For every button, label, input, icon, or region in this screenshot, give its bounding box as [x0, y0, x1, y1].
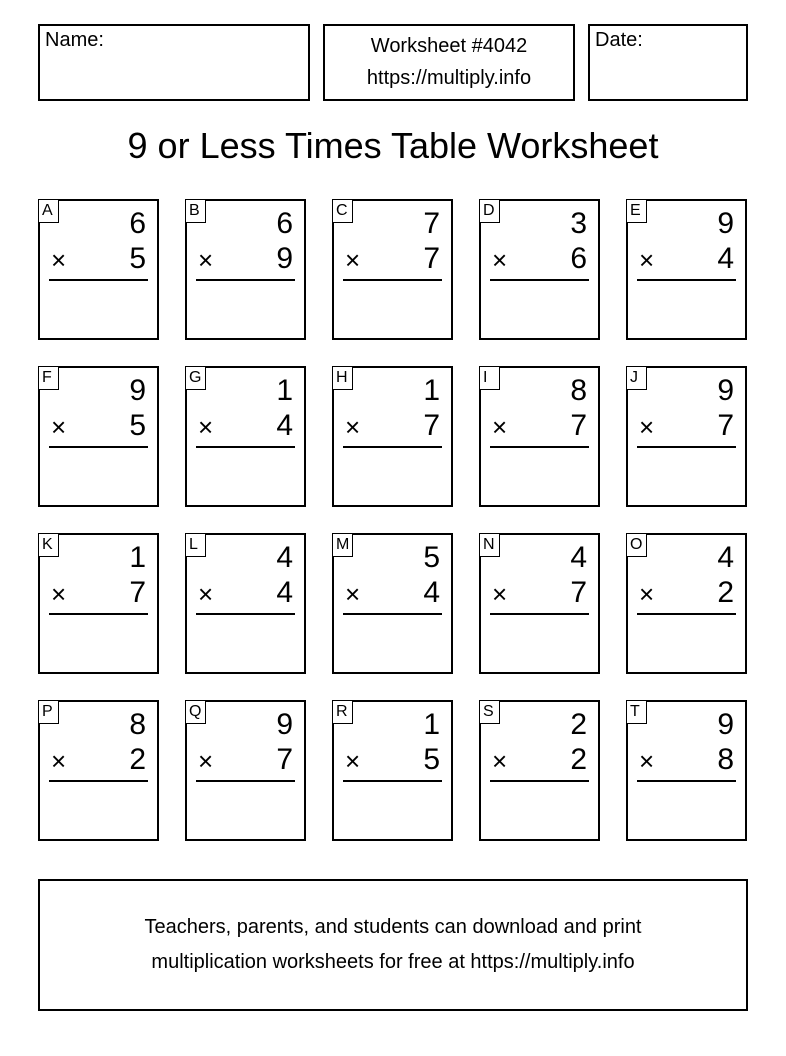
multiplier: 7 — [129, 576, 146, 609]
times-sign: × — [639, 245, 655, 275]
multiplier: 7 — [423, 242, 440, 275]
problem-card[interactable] — [332, 199, 453, 340]
multiplicand: 9 — [129, 374, 146, 407]
answer-line — [343, 613, 442, 615]
multiplier: 4 — [717, 242, 734, 275]
problem-card[interactable] — [479, 199, 600, 340]
times-sign: × — [198, 245, 214, 275]
problem-letter: I — [479, 366, 500, 390]
multiplier: 8 — [717, 743, 734, 776]
multiplicand: 9 — [276, 708, 293, 741]
answer-line — [637, 780, 736, 782]
problem-letter: E — [626, 199, 647, 223]
times-sign: × — [198, 579, 214, 609]
answer-line — [343, 446, 442, 448]
multiplier: 4 — [423, 576, 440, 609]
multiplier: 4 — [276, 576, 293, 609]
multiplicand: 2 — [570, 708, 587, 741]
multiplicand: 8 — [129, 708, 146, 741]
problem-card[interactable] — [332, 533, 453, 674]
multiplicand: 6 — [129, 207, 146, 240]
problem-card[interactable] — [626, 700, 747, 841]
problem-letter: G — [185, 366, 206, 390]
problem-card[interactable] — [626, 366, 747, 507]
problem-card[interactable] — [626, 199, 747, 340]
answer-line — [490, 446, 589, 448]
multiplier: 5 — [129, 242, 146, 275]
times-sign: × — [345, 412, 361, 442]
times-sign: × — [51, 579, 67, 609]
problem-letter: Q — [185, 700, 206, 724]
answer-line — [196, 446, 295, 448]
problem-letter: N — [479, 533, 500, 557]
multiplicand: 4 — [717, 541, 734, 574]
multiplier: 5 — [423, 743, 440, 776]
multiplicand: 1 — [129, 541, 146, 574]
times-sign: × — [345, 579, 361, 609]
problem-letter: A — [38, 199, 59, 223]
problem-letter: J — [626, 366, 647, 390]
multiplicand: 9 — [717, 374, 734, 407]
problem-card[interactable] — [479, 533, 600, 674]
times-sign: × — [639, 412, 655, 442]
multiplicand: 7 — [423, 207, 440, 240]
times-sign: × — [51, 245, 67, 275]
problem-letter: D — [479, 199, 500, 223]
name-label: Name: — [45, 29, 104, 51]
problem-card[interactable] — [479, 700, 600, 841]
worksheet-number: Worksheet #4042 — [370, 35, 528, 57]
problem-card[interactable] — [38, 366, 159, 507]
problem-card[interactable] — [185, 366, 306, 507]
multiplier: 7 — [276, 743, 293, 776]
problem-letter: R — [332, 700, 353, 724]
answer-line — [637, 279, 736, 281]
answer-line — [637, 613, 736, 615]
multiplier: 5 — [129, 409, 146, 442]
problem-card[interactable] — [38, 533, 159, 674]
problem-card[interactable] — [38, 199, 159, 340]
multiplicand: 8 — [570, 374, 587, 407]
answer-line — [196, 279, 295, 281]
multiplier: 4 — [276, 409, 293, 442]
problem-letter: B — [185, 199, 206, 223]
problem-card[interactable] — [185, 700, 306, 841]
answer-line — [49, 279, 148, 281]
multiplicand: 9 — [717, 207, 734, 240]
multiplier: 7 — [717, 409, 734, 442]
multiplicand: 4 — [570, 541, 587, 574]
times-sign: × — [492, 746, 508, 776]
problem-letter: K — [38, 533, 59, 557]
times-sign: × — [492, 412, 508, 442]
problem-letter: M — [332, 533, 353, 557]
multiplicand: 1 — [423, 708, 440, 741]
answer-line — [490, 613, 589, 615]
times-sign: × — [639, 746, 655, 776]
problem-card[interactable] — [479, 366, 600, 507]
answer-line — [49, 780, 148, 782]
multiplicand: 9 — [717, 708, 734, 741]
problem-card[interactable] — [185, 533, 306, 674]
answer-line — [196, 780, 295, 782]
answer-line — [343, 780, 442, 782]
times-sign: × — [51, 746, 67, 776]
problem-letter: H — [332, 366, 353, 390]
times-sign: × — [345, 245, 361, 275]
problem-letter: L — [185, 533, 206, 557]
problem-card[interactable] — [38, 700, 159, 841]
multiplicand: 1 — [276, 374, 293, 407]
worksheet-title: 9 or Less Times Table Worksheet — [127, 125, 659, 166]
footer-line-1: Teachers, parents, and students can download and print — [144, 916, 642, 938]
multiplicand: 3 — [570, 207, 587, 240]
problem-letter: P — [38, 700, 59, 724]
multiplier: 2 — [717, 576, 734, 609]
multiplier: 7 — [570, 576, 587, 609]
multiplier: 6 — [570, 242, 587, 275]
times-sign: × — [492, 245, 508, 275]
answer-line — [637, 446, 736, 448]
problem-letter: F — [38, 366, 59, 390]
problem-card[interactable] — [332, 700, 453, 841]
answer-line — [490, 279, 589, 281]
times-sign: × — [639, 579, 655, 609]
times-sign: × — [492, 579, 508, 609]
multiplicand: 5 — [423, 541, 440, 574]
answer-line — [196, 613, 295, 615]
times-sign: × — [198, 412, 214, 442]
multiplicand: 6 — [276, 207, 293, 240]
worksheet-url: https://multiply.info — [366, 67, 532, 89]
multiplier: 2 — [570, 743, 587, 776]
footer-box — [38, 879, 748, 1011]
multiplier: 9 — [276, 242, 293, 275]
problem-letter: S — [479, 700, 500, 724]
problem-card[interactable] — [332, 366, 453, 507]
problem-letter: O — [626, 533, 647, 557]
multiplier: 7 — [570, 409, 587, 442]
date-label: Date: — [595, 29, 643, 51]
multiplicand: 4 — [276, 541, 293, 574]
times-sign: × — [345, 746, 361, 776]
answer-line — [49, 446, 148, 448]
times-sign: × — [51, 412, 67, 442]
footer-line-2: multiplication worksheets for free at https://multiply.info — [151, 951, 635, 973]
multiplier: 2 — [129, 743, 146, 776]
times-sign: × — [198, 746, 214, 776]
answer-line — [49, 613, 148, 615]
answer-line — [490, 780, 589, 782]
problem-letter: T — [626, 700, 647, 724]
problem-card[interactable] — [185, 199, 306, 340]
problem-letter: C — [332, 199, 353, 223]
multiplicand: 1 — [423, 374, 440, 407]
problem-card[interactable] — [626, 533, 747, 674]
multiplier: 7 — [423, 409, 440, 442]
answer-line — [343, 279, 442, 281]
